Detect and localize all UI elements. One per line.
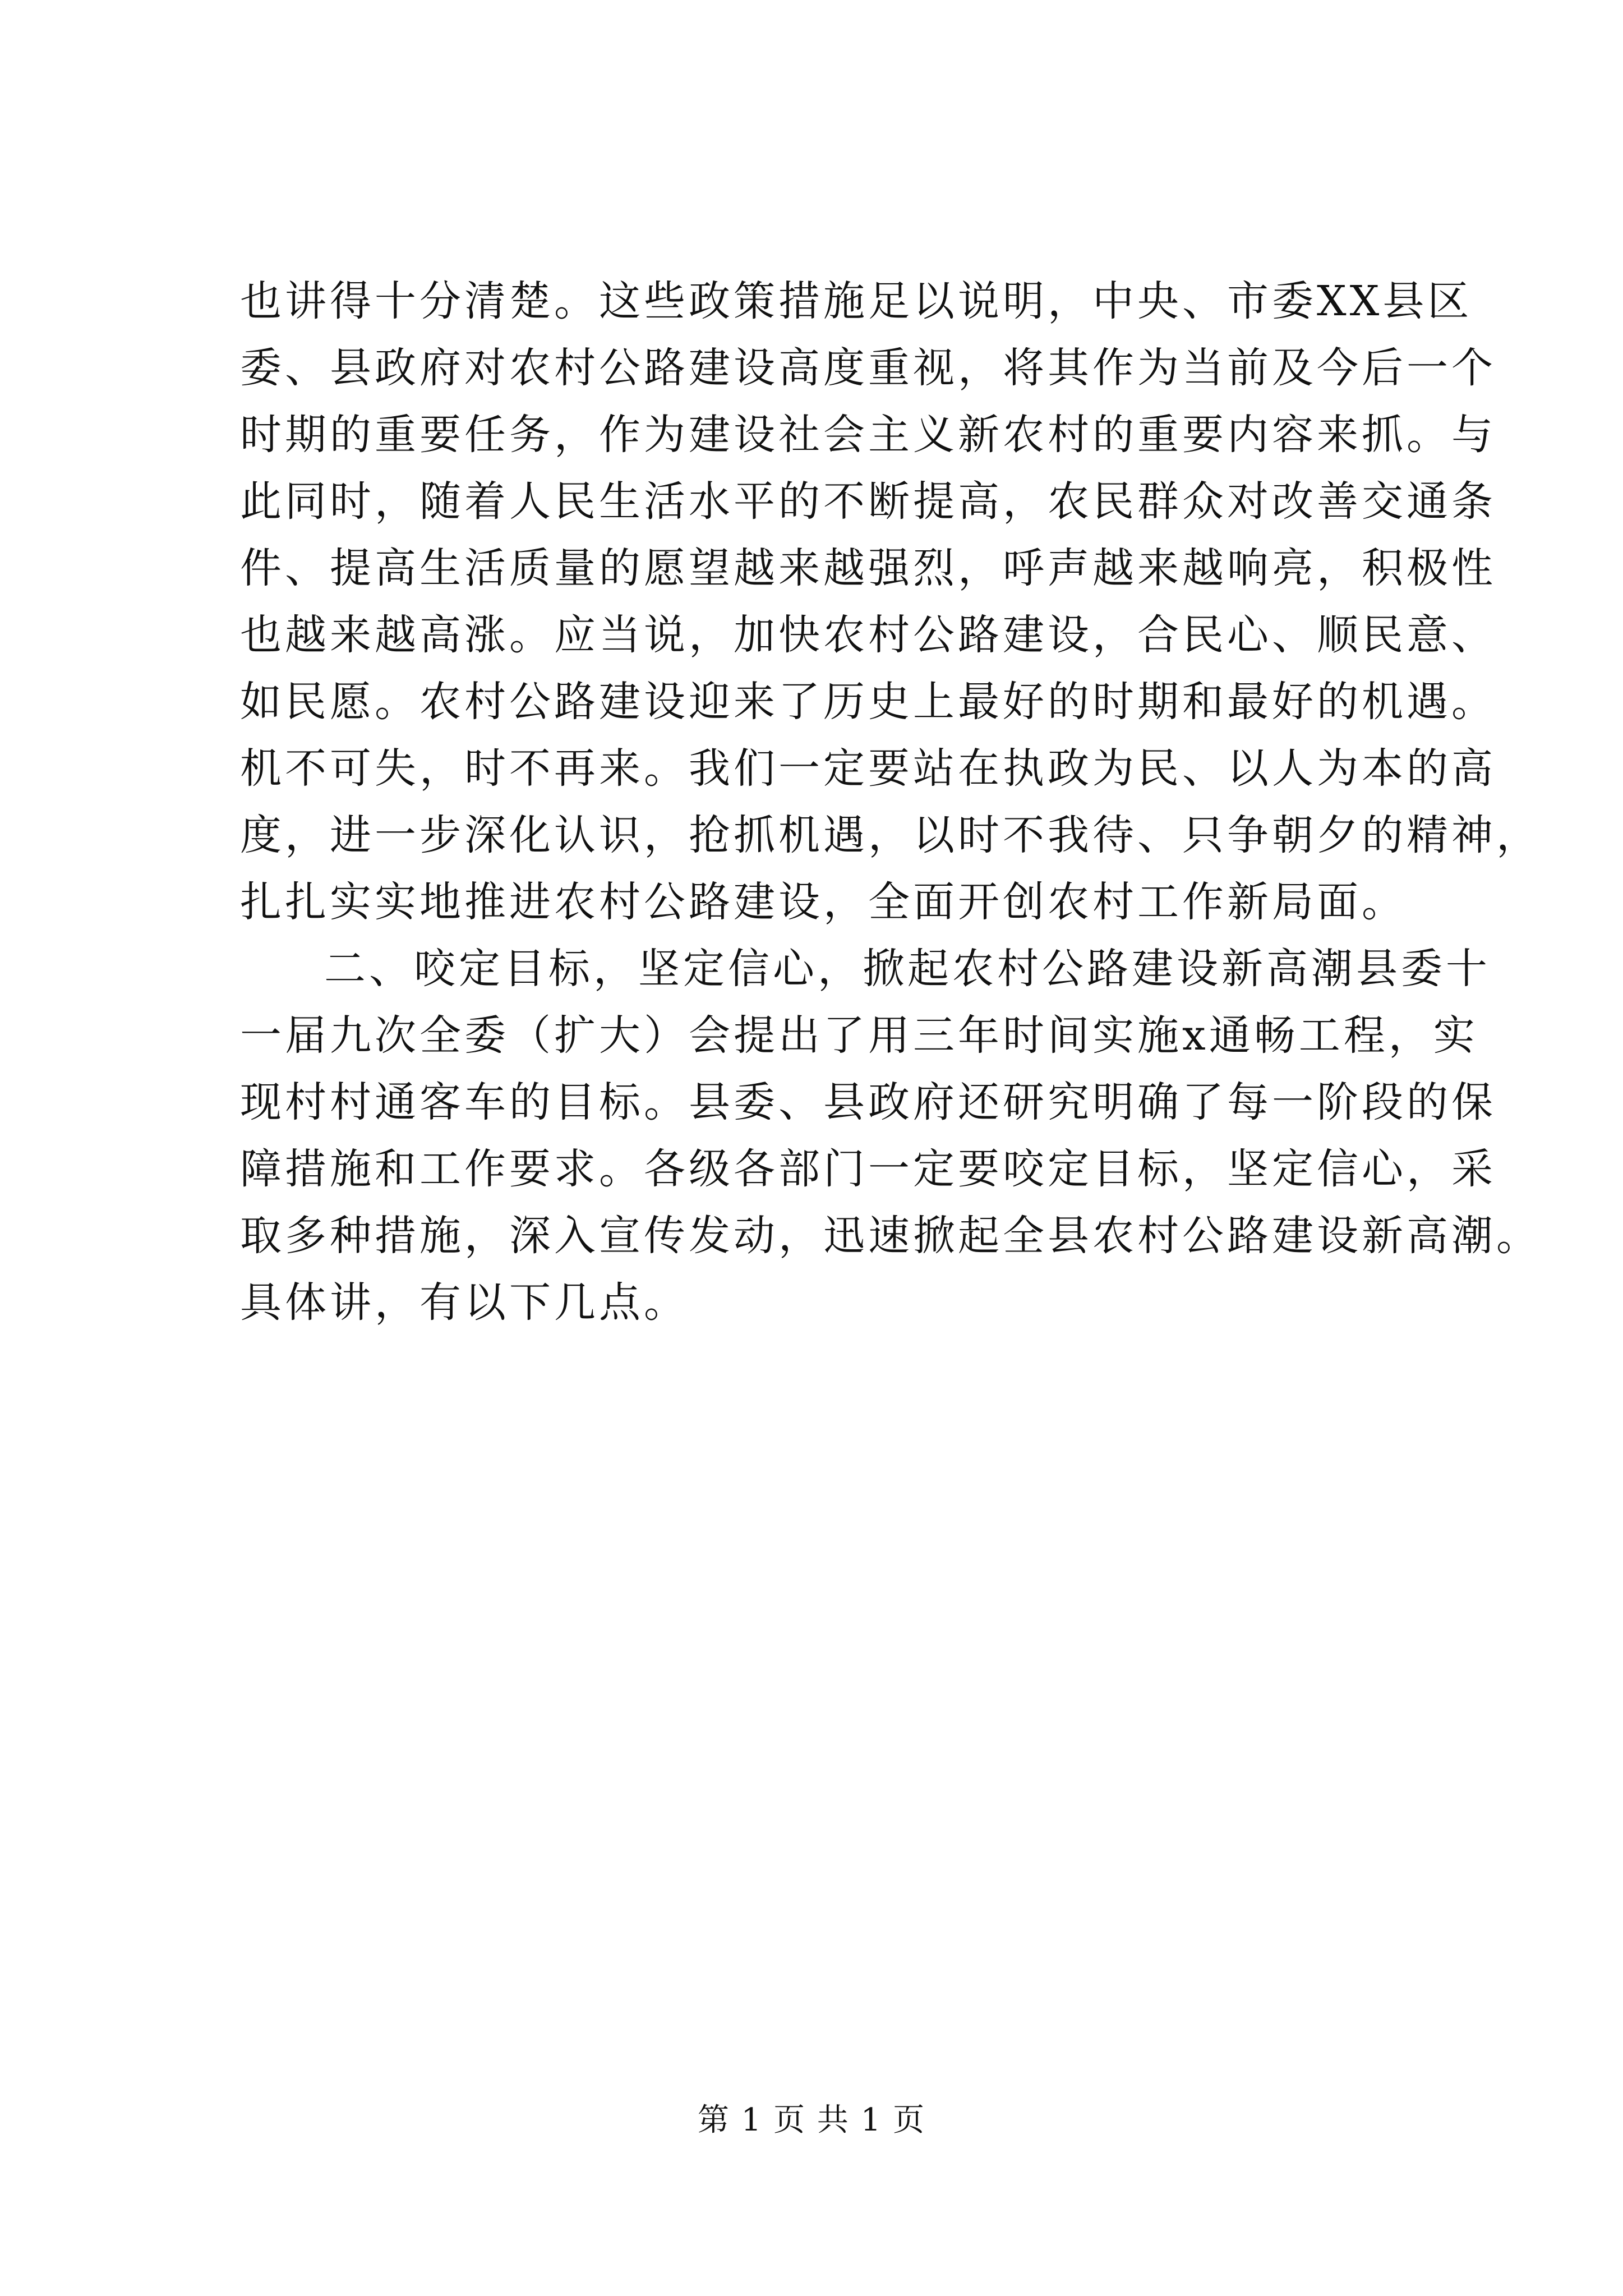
section-heading-line: 二、咬定目标，坚定信心，掀起农村公路建设新高潮县委十 xyxy=(324,945,1491,993)
text-line: 机不可失，时不再来。我们一定要站在执政为民、以人为本的高 xyxy=(240,744,1496,793)
text-line: 件、提高生活质量的愿望越来越强烈，呼声越来越响亮，积极性 xyxy=(240,544,1496,592)
text-line: 具体讲，有以下几点。 xyxy=(240,1278,689,1327)
text-line: 时期的重要任务，作为建设社会主义新农村的重要内容来抓。与 xyxy=(240,411,1496,459)
text-line: 现村村通客车的目标。县委、县政府还研究明确了每一阶段的保 xyxy=(240,1078,1496,1126)
text-line: 也讲得十分清楚。这些政策措施足以说明，中央、市委XX县区 xyxy=(240,277,1473,325)
text-line: 如民愿。农村公路建设迎来了历史上最好的时期和最好的机遇。 xyxy=(240,678,1496,726)
text-line: 一届九次全委（扩大）会提出了用三年时间实施x通畅工程，实 xyxy=(240,1011,1478,1060)
text-line: 取多种措施，深入宣传发动，迅速掀起全县农村公路建设新高潮。 xyxy=(240,1212,1541,1260)
text-line: 度，进一步深化认识，抢抓机遇，以时不我待、只争朝夕的精神， xyxy=(240,811,1541,859)
text-line: 障措施和工作要求。各级各部门一定要咬定目标，坚定信心，采 xyxy=(240,1145,1496,1193)
text-line: 也越来越高涨。应当说，加快农村公路建设，合民心、顺民意、 xyxy=(240,611,1496,659)
text-line: 委、县政府对农村公路建设高度重视，将其作为当前及今后一个 xyxy=(240,344,1496,392)
page-footer: 第 1 页 共 1 页 xyxy=(697,2102,926,2138)
document-body xyxy=(240,268,1541,1336)
text-line: 扎扎实实地推进农村公路建设，全面开创农村工作新局面。 xyxy=(240,878,1407,926)
text-line: 此同时，随着人民生活水平的不断提高，农民群众对改善交通条 xyxy=(240,477,1496,526)
